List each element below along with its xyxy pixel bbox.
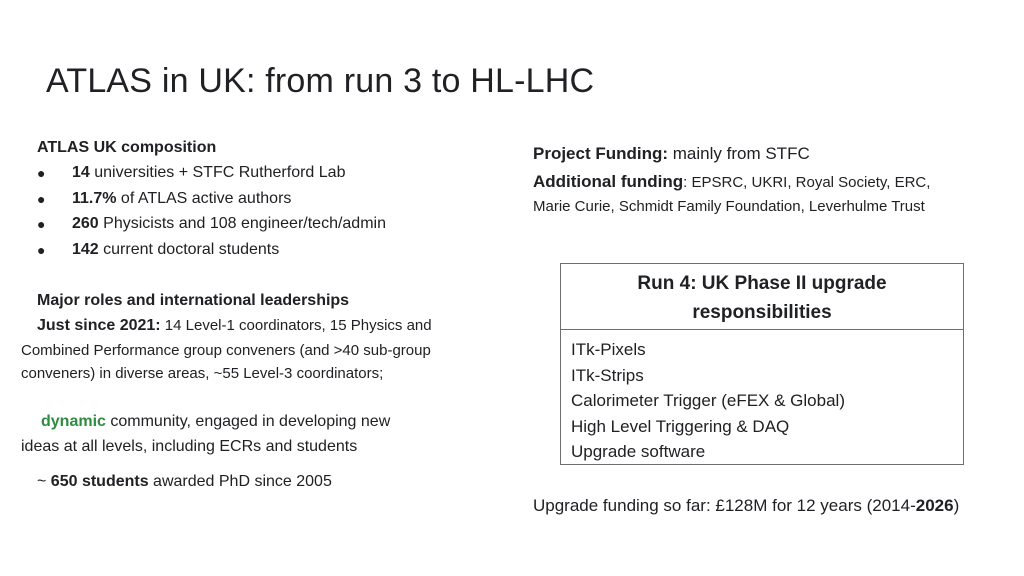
project-funding: [533, 143, 810, 165]
bullet-icon: ●: [37, 216, 46, 232]
table-row: ITk-Strips: [571, 365, 644, 385]
roles-since-label: Just since 2021:: [37, 317, 161, 334]
project-funding-label: Project Funding:: [533, 144, 669, 163]
additional-funding-line-2: Marie Curie, Schmidt Family Foundation, Leverhulme Trust: [533, 198, 925, 215]
run4-table-header: [561, 264, 963, 330]
item-number: 14: [72, 164, 90, 181]
item-number: 260: [72, 215, 99, 232]
run4-table: [560, 263, 964, 465]
item-text: current doctoral students: [98, 240, 280, 258]
phd-prefix: ~: [37, 473, 51, 490]
additional-funding-label: Additional funding: [533, 172, 684, 191]
project-funding-text: mainly from STFC: [668, 144, 810, 163]
composition-heading: ATLAS UK composition: [37, 139, 217, 156]
upgrade-funding-year: 2026: [915, 496, 954, 515]
dynamic-highlight: dynamic: [41, 413, 106, 430]
bullet-icon: ●: [37, 190, 46, 207]
item-number: 11.7%: [72, 189, 117, 207]
item-text: Physicists and 108 engineer/tech/admin: [98, 215, 386, 232]
bullet-icon: ●: [37, 165, 46, 181]
upgrade-funding-close: ): [953, 496, 960, 515]
upgrade-funding: [533, 495, 959, 517]
run4-header-line-2: responsibilities: [692, 302, 832, 323]
phd-count: 650 students: [50, 473, 149, 490]
additional-funding-text: : EPSRC, UKRI, Royal Society, ERC,: [683, 174, 931, 191]
run4-table-body: [571, 337, 845, 465]
table-row: Calorimeter Trigger (eFEX & Global): [571, 391, 845, 410]
run4-header-line-1: Run 4: UK Phase II upgrade: [637, 273, 887, 294]
phd-line: [37, 472, 332, 492]
table-row: High Level Triggering & DAQ: [571, 416, 790, 436]
community-line-1-text: community, engaged in developing new: [105, 413, 391, 430]
community-line-1: [41, 412, 390, 432]
item-number: 142: [72, 240, 99, 258]
table-row: Upgrade software: [571, 442, 706, 461]
bullet-icon: ●: [37, 241, 46, 258]
table-row: ITk-Pixels: [571, 340, 646, 359]
additional-funding: [533, 171, 930, 194]
roles-line-2: Combined Performance group conveners (and >40 sub-group: [21, 342, 431, 359]
item-text: of ATLAS active authors: [116, 189, 292, 207]
roles-line-1: [37, 316, 432, 336]
community-line-2: ideas at all levels, including ECRs and students: [21, 438, 358, 455]
roles-heading: Major roles and international leaderships: [37, 292, 350, 309]
upgrade-funding-text: Upgrade funding so far: £128M for 12 years (2014-: [533, 496, 916, 515]
roles-line-1-text: 14 Level-1 coordinators, 15 Physics and: [160, 317, 432, 334]
roles-line-3: conveners) in diverse areas, ~55 Level-3 coordinators;: [21, 365, 384, 382]
page-title: ATLAS in UK: from run 3 to HL-LHC: [46, 62, 595, 100]
item-text: universities + STFC Rutherford Lab: [89, 164, 346, 181]
phd-text: awarded PhD since 2005: [148, 473, 332, 490]
